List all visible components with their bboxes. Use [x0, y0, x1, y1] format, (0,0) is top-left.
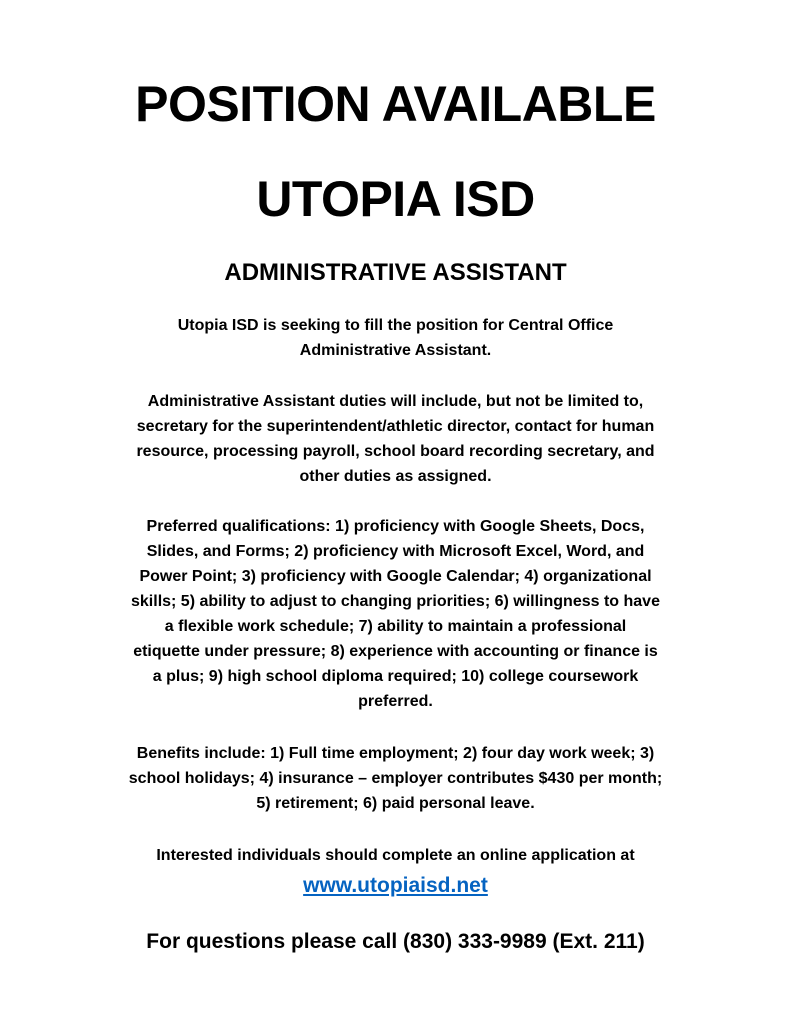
intro-line: Utopia ISD is seeking to fill the position for Central Office — [177, 317, 614, 334]
qualifications-line: a flexible work schedule; 7) ability to maintain a professional — [164, 618, 627, 635]
qualifications-line: Preferred qualifications: 1) proficiency with Google Sheets, Docs, — [146, 518, 645, 535]
qualifications-line: Slides, and Forms; 2) proficiency with Microsoft Excel, Word, and — [146, 543, 645, 560]
benefits-line: 5) retirement; 6) paid personal leave. — [256, 795, 535, 812]
duties-line: secretary for the superintendent/athletic director, contact for human — [136, 418, 655, 435]
qualifications-line: preferred. — [358, 693, 433, 710]
intro-paragraph — [60, 313, 731, 363]
qualifications-line: Power Point; 3) proficiency with Google Calendar; 4) organizational — [139, 568, 652, 585]
qualifications-line: skills; 5) ability to adjust to changing priorities; 6) willingness to have — [131, 593, 660, 610]
duties-line: resource, processing payroll, school board recording secretary, and — [136, 443, 655, 460]
contact-info: For questions please call (830) 333-9989 (Ext. 211) — [146, 930, 645, 953]
qualifications-line: a plus; 9) high school diploma required; 10) college coursework — [152, 668, 639, 685]
position-title: ADMINISTRATIVE ASSISTANT — [224, 259, 567, 286]
district-name-heading: UTOPIA ISD — [256, 171, 535, 227]
duties-paragraph — [60, 389, 731, 489]
apply-instructions: Interested individuals should complete an online application at — [156, 847, 635, 864]
qualifications-paragraph — [60, 514, 731, 714]
benefits-line: school holidays; 4) insurance – employer contributes $430 per month; — [128, 770, 663, 787]
page-title: POSITION AVAILABLE — [135, 76, 656, 132]
duties-line: Administrative Assistant duties will include, but not be limited to, — [147, 393, 644, 410]
benefits-paragraph — [60, 741, 731, 816]
duties-line: other duties as assigned. — [299, 468, 492, 485]
intro-line: Administrative Assistant. — [299, 342, 492, 359]
website-link-row — [0, 871, 791, 901]
website-link[interactable]: www.utopiaisd.net — [303, 874, 488, 897]
benefits-line: Benefits include: 1) Full time employment; 2) four day work week; 3) — [136, 745, 655, 762]
qualifications-line: etiquette under pressure; 8) experience with accounting or finance is — [133, 643, 658, 660]
